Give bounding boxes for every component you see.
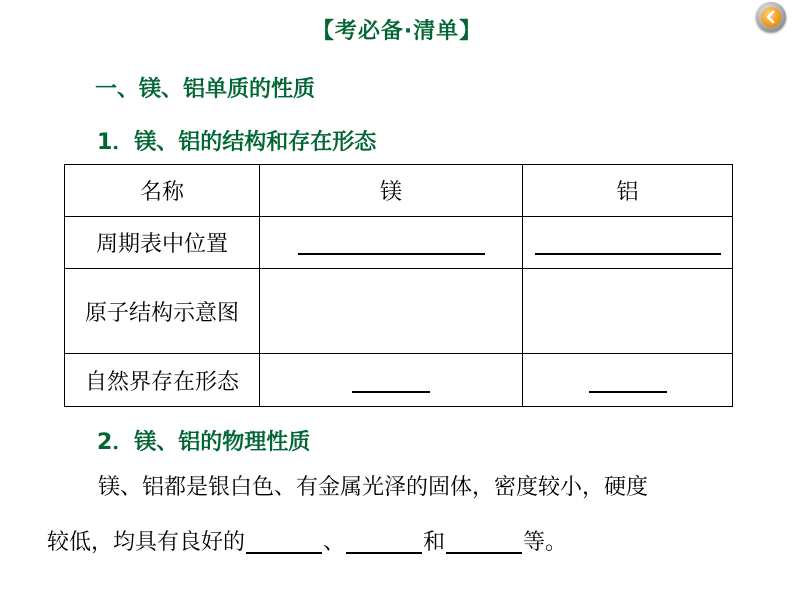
properties-table — [64, 164, 733, 407]
subsection-heading-structure: 1．镁、铝的结构和存在形态 — [97, 130, 377, 155]
header-cell-mg: 镁 — [260, 165, 523, 217]
fill-in-blank — [535, 231, 721, 255]
blank-cell — [523, 217, 733, 269]
header-cell-al: 铝 — [523, 165, 733, 217]
empty-cell — [523, 269, 733, 354]
table-row — [65, 354, 733, 407]
table-header-row — [65, 165, 733, 217]
paragraph-line-2 — [47, 530, 567, 554]
blank-cell — [260, 217, 523, 269]
fill-in-blank — [352, 369, 430, 393]
empty-cell — [260, 269, 523, 354]
paragraph-text: 较低，均具有良好的 — [47, 530, 246, 555]
fill-in-blank — [246, 530, 322, 554]
separator-text: 和 — [423, 530, 446, 555]
row-label-existence: 自然界存在形态 — [65, 354, 260, 407]
fill-in-blank — [346, 530, 422, 554]
table-row — [65, 217, 733, 269]
blank-cell — [260, 354, 523, 407]
page-title: 【考必备·清单】 — [311, 19, 483, 44]
header-cell-name: 名称 — [65, 165, 260, 217]
paragraph-text: 等。 — [523, 530, 568, 555]
row-label-position: 周期表中位置 — [65, 217, 260, 269]
separator-text: 、 — [323, 530, 346, 555]
fill-in-blank — [589, 369, 667, 393]
blank-cell — [523, 354, 733, 407]
subsection-heading-physical: 2．镁、铝的物理性质 — [97, 430, 311, 455]
fill-in-blank — [446, 530, 522, 554]
table-row — [65, 269, 733, 354]
paragraph-line-1: 镁、铝都是银白色、有金属光泽的固体，密度较小，硬度 — [98, 475, 649, 500]
section-heading: 一、镁、铝单质的性质 — [95, 77, 316, 102]
fill-in-blank — [298, 231, 485, 255]
row-label-structure: 原子结构示意图 — [65, 269, 260, 354]
